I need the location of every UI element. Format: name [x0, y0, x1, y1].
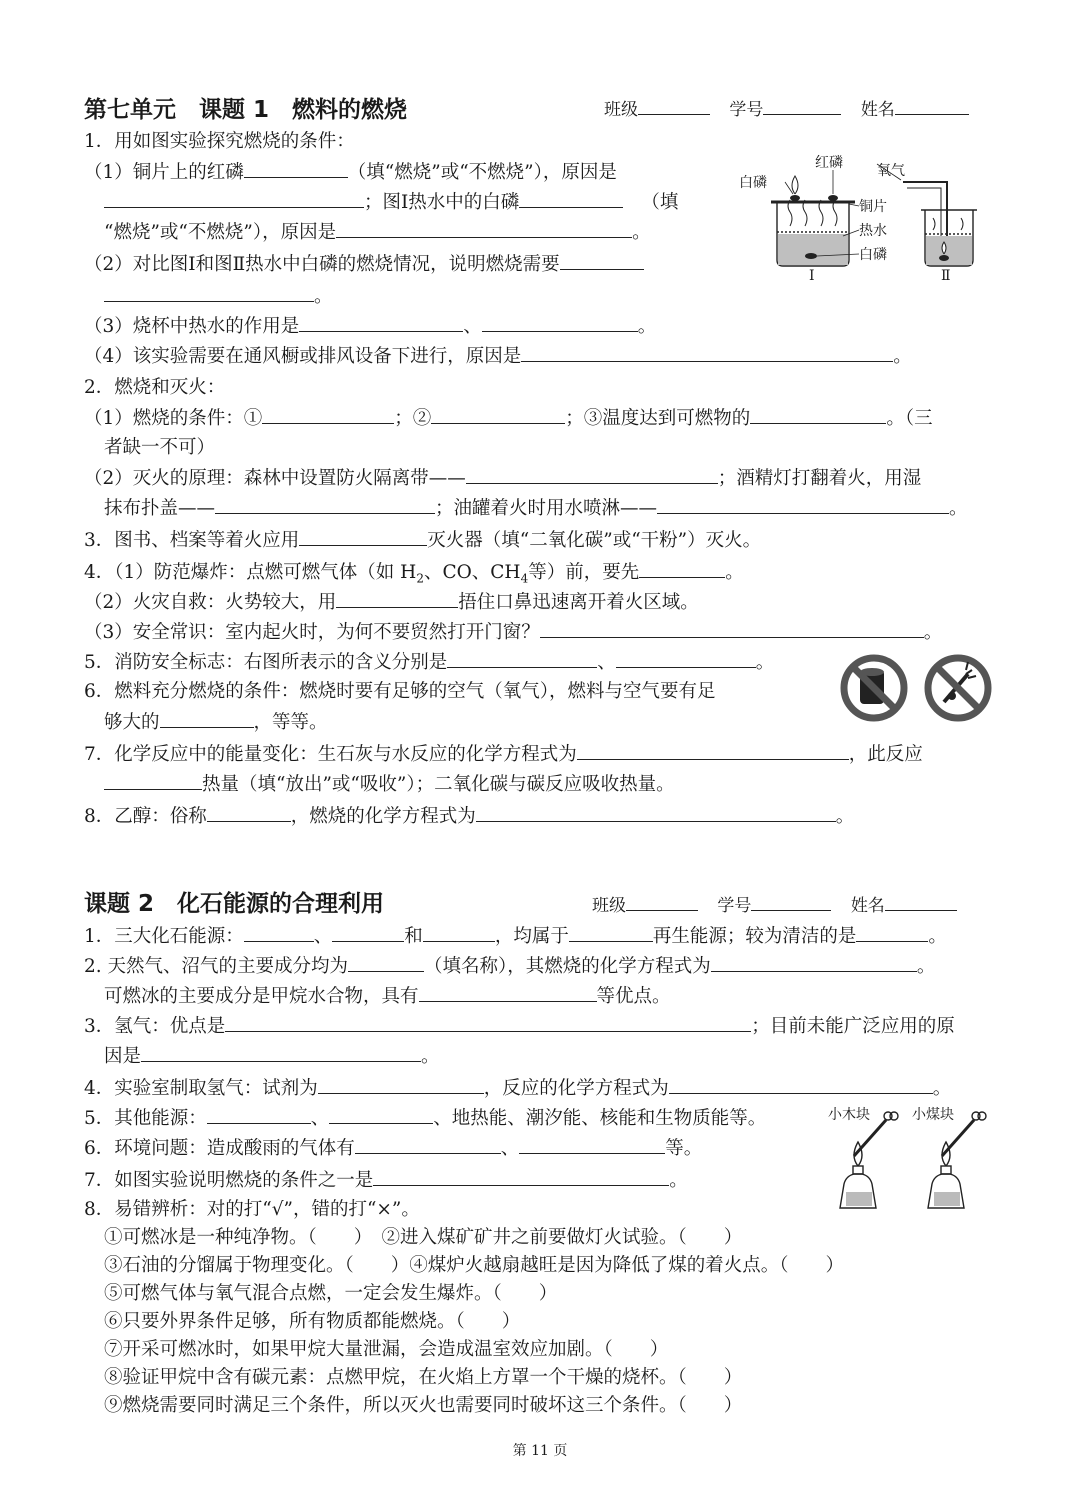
s2-q2-line2: 可燃冰的主要成分是甲烷水合物，具有 等优点。 [104, 982, 1002, 1011]
tf-item-5: ⑦开采可燃冰时，如果甲烷大量泄漏，会造成温室效应加剧。（ ） [104, 1339, 669, 1360]
label-hot-water: 热水 [859, 223, 887, 239]
q7-line2: 热量（填“放出”或“吸收”）；二氧化碳与碳反应吸收热量。 [104, 770, 1002, 799]
class-label: 班级 [604, 100, 638, 120]
label-copper-plate: 铜片 [859, 199, 887, 215]
answer-blank[interactable] [657, 494, 949, 514]
page-number: 第 11 页 [512, 1443, 568, 1459]
q2-conditions-line1: （1）燃烧的条件：① ；② ；③温度达到可燃物的 。（三 [84, 404, 1002, 433]
tf-item-1: ①可燃冰是一种纯净物。（ ） ②进入煤矿矿井之前要做灯火试验。（ ） [104, 1227, 743, 1248]
answer-blank[interactable] [104, 770, 202, 790]
answer-blank[interactable] [521, 342, 893, 362]
class-blank[interactable] [626, 891, 698, 911]
section1-title: 第七单元 课题 1 燃料的燃烧 [84, 97, 408, 123]
label-small-coal: 小煤块 [912, 1107, 954, 1123]
label-white-phosphorus-top: 白磷 [739, 175, 767, 191]
answer-blank[interactable] [750, 404, 886, 424]
answer-blank[interactable] [329, 1104, 433, 1124]
answer-blank[interactable] [519, 1134, 665, 1154]
answer-blank[interactable] [225, 1012, 751, 1032]
label-red-phosphorus: 红磷 [815, 155, 843, 171]
answer-blank[interactable] [431, 404, 565, 424]
section2-student-info [592, 890, 957, 922]
answer-blank[interactable] [639, 558, 725, 578]
answer-blank[interactable] [355, 1134, 501, 1154]
answer-blank[interactable] [207, 1104, 311, 1124]
answer-blank[interactable] [577, 740, 849, 760]
answer-blank[interactable] [332, 922, 404, 942]
tf-item-6: ⑧验证甲烷中含有碳元素：点燃甲烷，在火焰上方罩一个干燥的烧杯。（ ） [104, 1367, 743, 1388]
answer-blank[interactable] [318, 1074, 484, 1094]
s2-q4: 4．实验室制取氢气：试剂为 ，反应的化学方程式为 。 [84, 1074, 1002, 1103]
label-white-phosphorus-water: 白磷 [859, 247, 887, 263]
answer-blank[interactable] [447, 648, 597, 668]
name-label: 姓名 [860, 100, 895, 120]
id-label: 学号 [729, 100, 764, 120]
answer-blank[interactable] [856, 922, 928, 942]
answer-blank[interactable] [476, 802, 836, 822]
s2-q8: 8．易错辨析：对的打“√”，错的打“×”。 [84, 1199, 420, 1220]
answer-blank[interactable] [104, 188, 364, 208]
q2-extinguish-line1: （2）灭火的原理：森林中设置防火隔离带—— ；酒精灯打翻着火，用湿 [84, 464, 1002, 493]
s2-q5: 5．其他能源： 、 、地热能、潮汐能、核能和生物质能等。 [84, 1104, 1002, 1133]
wood-coal-burning-figure [826, 1104, 998, 1214]
answer-blank[interactable] [373, 1166, 669, 1186]
alcohol-lamp-diagram [826, 1104, 998, 1214]
answer-blank[interactable] [616, 648, 756, 668]
q2-conditions-line2: 者缺一不可） [104, 437, 216, 458]
answer-blank[interactable] [262, 404, 394, 424]
s2-q7: 7．如图实验说明燃烧的条件之一是 。 [84, 1166, 1002, 1195]
label-small-wood: 小木块 [828, 1107, 870, 1123]
answer-blank[interactable] [560, 250, 644, 270]
answer-blank[interactable] [423, 922, 495, 942]
q1-part2-line2: 。 [104, 282, 1002, 311]
answer-blank[interactable] [482, 312, 638, 332]
q1-part3: （3）烧杯中热水的作用是 、 。 [84, 312, 1002, 341]
s2-q3-line2: 因是 。 [104, 1042, 1002, 1071]
answer-blank[interactable] [215, 494, 435, 514]
id-blank[interactable] [763, 95, 841, 115]
q1-intro: 1．用如图实验探究燃烧的条件： [84, 131, 355, 152]
s2-q6: 6．环境问题：造成酸雨的气体有 、 等。 [84, 1134, 1002, 1163]
q1-part1-line1: （1）铜片上的红磷 （填“燃烧”或“不燃烧”），原因是 [84, 158, 1002, 187]
q6-line1: 6．燃料充分燃烧的条件：燃烧时要有足够的空气（氧气），燃料与空气要有足 [84, 681, 716, 702]
answer-blank[interactable] [466, 464, 718, 484]
id-blank[interactable] [751, 891, 831, 911]
label-figure-II: Ⅱ [941, 268, 951, 284]
answer-blank[interactable] [711, 952, 917, 972]
answer-blank[interactable] [540, 618, 924, 638]
name-blank[interactable] [895, 95, 969, 115]
answer-blank[interactable] [299, 526, 427, 546]
q4-part2: （2）火灾自救：火势较大，用 捂住口鼻迅速离开着火区域。 [84, 588, 1002, 617]
q4-part3: （3）安全常识：室内起火时，为何不要贸然打开门窗？ 。 [84, 618, 1002, 647]
q1-part1-line3: “燃烧”或“不燃烧”），原因是 。 [104, 218, 1002, 247]
name-blank[interactable] [885, 891, 957, 911]
answer-blank[interactable] [141, 1042, 421, 1062]
answer-blank[interactable] [569, 922, 653, 942]
name-label: 姓名 [850, 896, 885, 916]
tf-item-4: ⑥只要外界条件足够，所有物质都能燃烧。（ ） [104, 1311, 521, 1332]
q7-line1: 7．化学反应中的能量变化：生石灰与水反应的化学方程式为 ，此反应 [84, 740, 1002, 769]
answer-blank[interactable] [207, 802, 291, 822]
tf-item-7: ⑨燃烧需要同时满足三个条件，所以灭火也需要同时破坏这三个条件。（ ） [104, 1395, 743, 1416]
q5: 5．消防安全标志：右图所表示的含义分别是 、 。 [84, 648, 1002, 677]
q3: 3．图书、档案等着火应用 灭火器（填“二氧化碳”或“干粉”）灭火。 [84, 526, 1002, 555]
answer-blank[interactable] [336, 218, 632, 238]
class-blank[interactable] [638, 95, 710, 115]
answer-blank[interactable] [348, 952, 424, 972]
answer-blank[interactable] [336, 588, 458, 608]
answer-blank[interactable] [160, 708, 254, 728]
s2-q2-line1: 2. 天然气、沼气的主要成分均为 （填名称），其燃烧的化学方程式为 。 [84, 952, 1002, 981]
combustion-experiment-figure [735, 152, 985, 292]
section1-student-info [604, 94, 969, 126]
class-label: 班级 [592, 896, 626, 916]
answer-blank[interactable] [669, 1074, 933, 1094]
s2-q3-line1: 3．氢气：优点是 ；目前未能广泛应用的原 [84, 1012, 1002, 1041]
answer-blank[interactable] [244, 922, 314, 942]
s2-q1: 1．三大化石能源： 、 和 ，均属于 再生能源；较为清洁的是 。 [84, 922, 1002, 951]
q6-line2: 够大的 ，等等。 [104, 708, 1002, 737]
label-oxygen: 氧气 [877, 163, 905, 179]
q2-extinguish-line2: 抹布扑盖—— ；油罐着火时用水喷淋—— 。 [104, 494, 1002, 523]
answer-blank[interactable] [299, 312, 463, 332]
q8: 8．乙醇：俗称 ，燃烧的化学方程式为 。 [84, 802, 1002, 831]
q1-part2-line1: （2）对比图Ⅰ和图Ⅱ热水中白磷的燃烧情况，说明燃烧需要 [84, 250, 1002, 279]
id-label: 学号 [717, 896, 752, 916]
answer-blank[interactable] [244, 158, 348, 178]
q2-intro: 2．燃烧和灭火： [84, 377, 226, 398]
answer-blank[interactable] [104, 282, 314, 302]
tf-item-3: ⑤可燃气体与氧气混合点燃，一定会发生爆炸。（ ） [104, 1283, 558, 1304]
tf-item-2: ③石油的分馏属于物理变化。（ ）④煤炉火越扇越旺是因为降低了煤的着火点。（ ） [104, 1255, 845, 1276]
answer-blank[interactable] [419, 982, 597, 1002]
q1-part1-line2: ；图Ⅰ热水中的白磷 （填 [104, 188, 1002, 217]
label-figure-I: Ⅰ [809, 268, 815, 284]
q1-part4: （4）该实验需要在通风橱或排风设备下进行，原因是 。 [84, 342, 1002, 371]
section2-title: 课题 2 化石能源的合理利用 [84, 891, 385, 917]
q4-part1: 4．（1）防范爆炸：点燃可燃气体（如 $H_2$、CO、$CH_4$等）前，要先 。 [84, 558, 1002, 587]
answer-blank[interactable] [519, 188, 623, 208]
